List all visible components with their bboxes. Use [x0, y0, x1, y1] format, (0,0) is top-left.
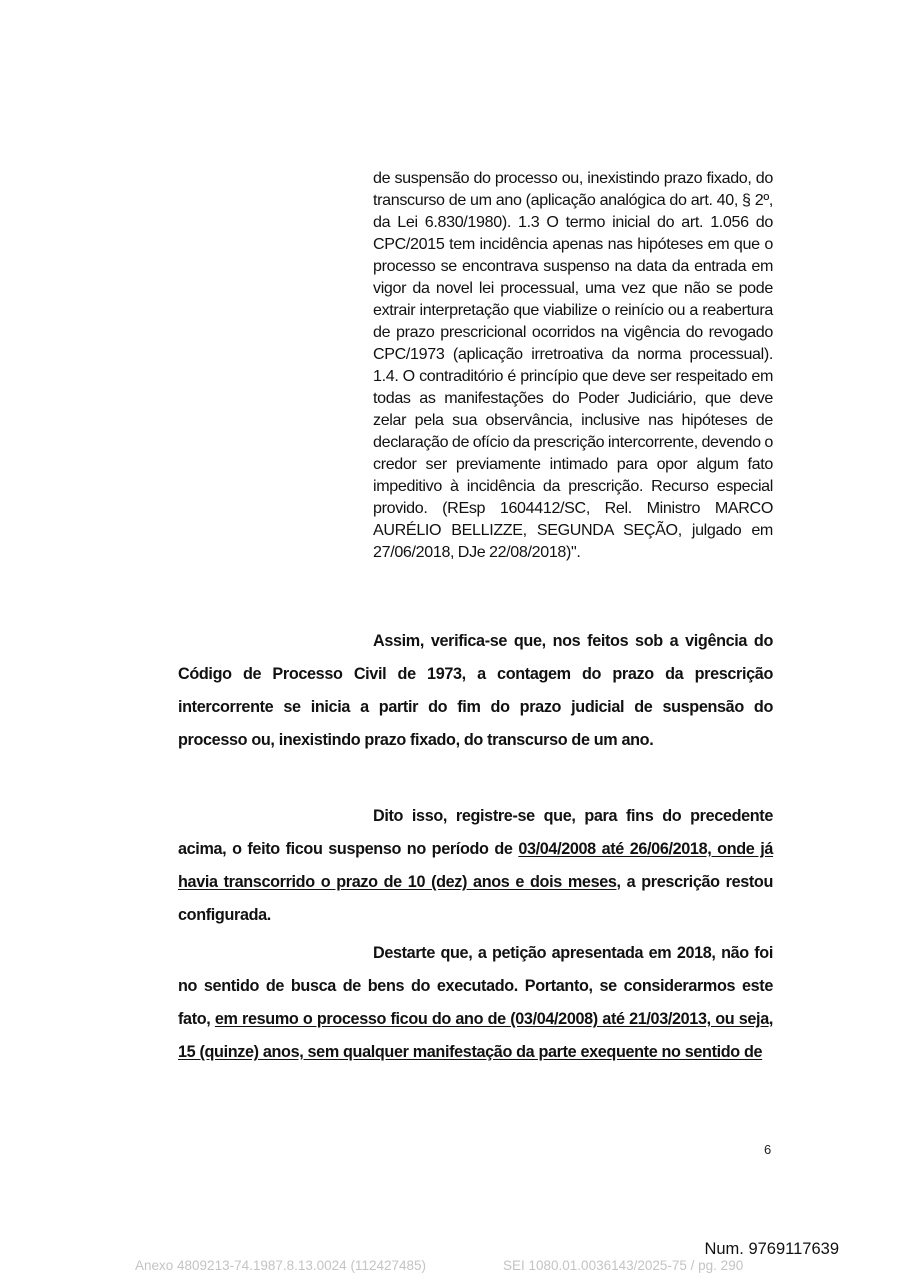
document-number: Num. 9769117639: [704, 1240, 839, 1258]
page-number: 6: [764, 1142, 772, 1157]
underlined-summary-text: em resumo o processo ficou do ano de (03/04/2008) até 21/03/2013, ou seja, 15 (quinze) anos, sem qualquer manifestação da parte exequente no sentido de: [178, 1010, 773, 1061]
citation-text: de suspensão do processo ou, inexistindo prazo fixado, do transcurso de um ano (aplicação analógica do art. 40, § 2º, da Lei 6.830/1980). 1.3 O termo inicial do art. 1.056 do CPC/2015 tem incidência apenas nas hipóteses em que o processo se encontrava suspenso na data da entrada em vigor da novel lei processual, uma vez que não se pode extrair interpretação que viabilize o reinício ou a reabertura de prazo prescricional ocorridos na vigência do revogado CPC/1973 (aplicação irretroativa da norma processual). 1.4. O contraditório é princípio que deve ser respeitado em todas as manifestações do Poder Judiciário, que deve zelar pela sua observância, inclusive nas hipóteses de declaração de ofício da prescrição intercorrente, devendo o credor ser previamente intimado para opor algum fato impeditivo à incidência da prescrição. Recurso especial provido. (REsp 1604412/SC, Rel. Ministro MARCO AURÉLIO BELLIZZE, SEGUNDA SEÇÃO, julgado em 27/06/2018, DJe 22/08/2018)".: [373, 169, 773, 561]
paragraph-text: Dito isso, registre-se que, para fins do precedente acima, o feito ficou suspenso no período de: [178, 807, 773, 858]
paragraph-petition-summary: [178, 937, 773, 1069]
paragraph-text: Destarte que, a petição apresentada em 2018, não foi no sentido de busca de bens do executado. Portanto, se considerarmos este fato,: [178, 944, 773, 1028]
paragraph-text: , a prescrição restou configurada.: [178, 873, 773, 924]
underlined-period-text: 03/04/2008 até 26/06/2018, onde já havia transcorrido o prazo de 10 (dez) anos e dois meses: [178, 840, 774, 891]
footer-sei-reference: SEI 1080.01.0036143/2025-75 / pg. 290: [503, 1258, 744, 1273]
paragraph-suspension-period: [178, 800, 773, 932]
footer-annex-reference: Anexo 4809213-74.1987.8.13.0024 (112427485): [135, 1258, 427, 1273]
citation-quote-block: [373, 167, 773, 563]
paragraph-prescription-rule: [178, 625, 773, 757]
paragraph-text: Assim, verifica-se que, nos feitos sob a vigência do Código de Processo Civil de 1973, a contagem do prazo da prescrição intercorrente se inicia a partir do fim do prazo judicial de suspensão do processo ou, inexistindo prazo fixado, do transcurso de um ano.: [178, 632, 773, 749]
